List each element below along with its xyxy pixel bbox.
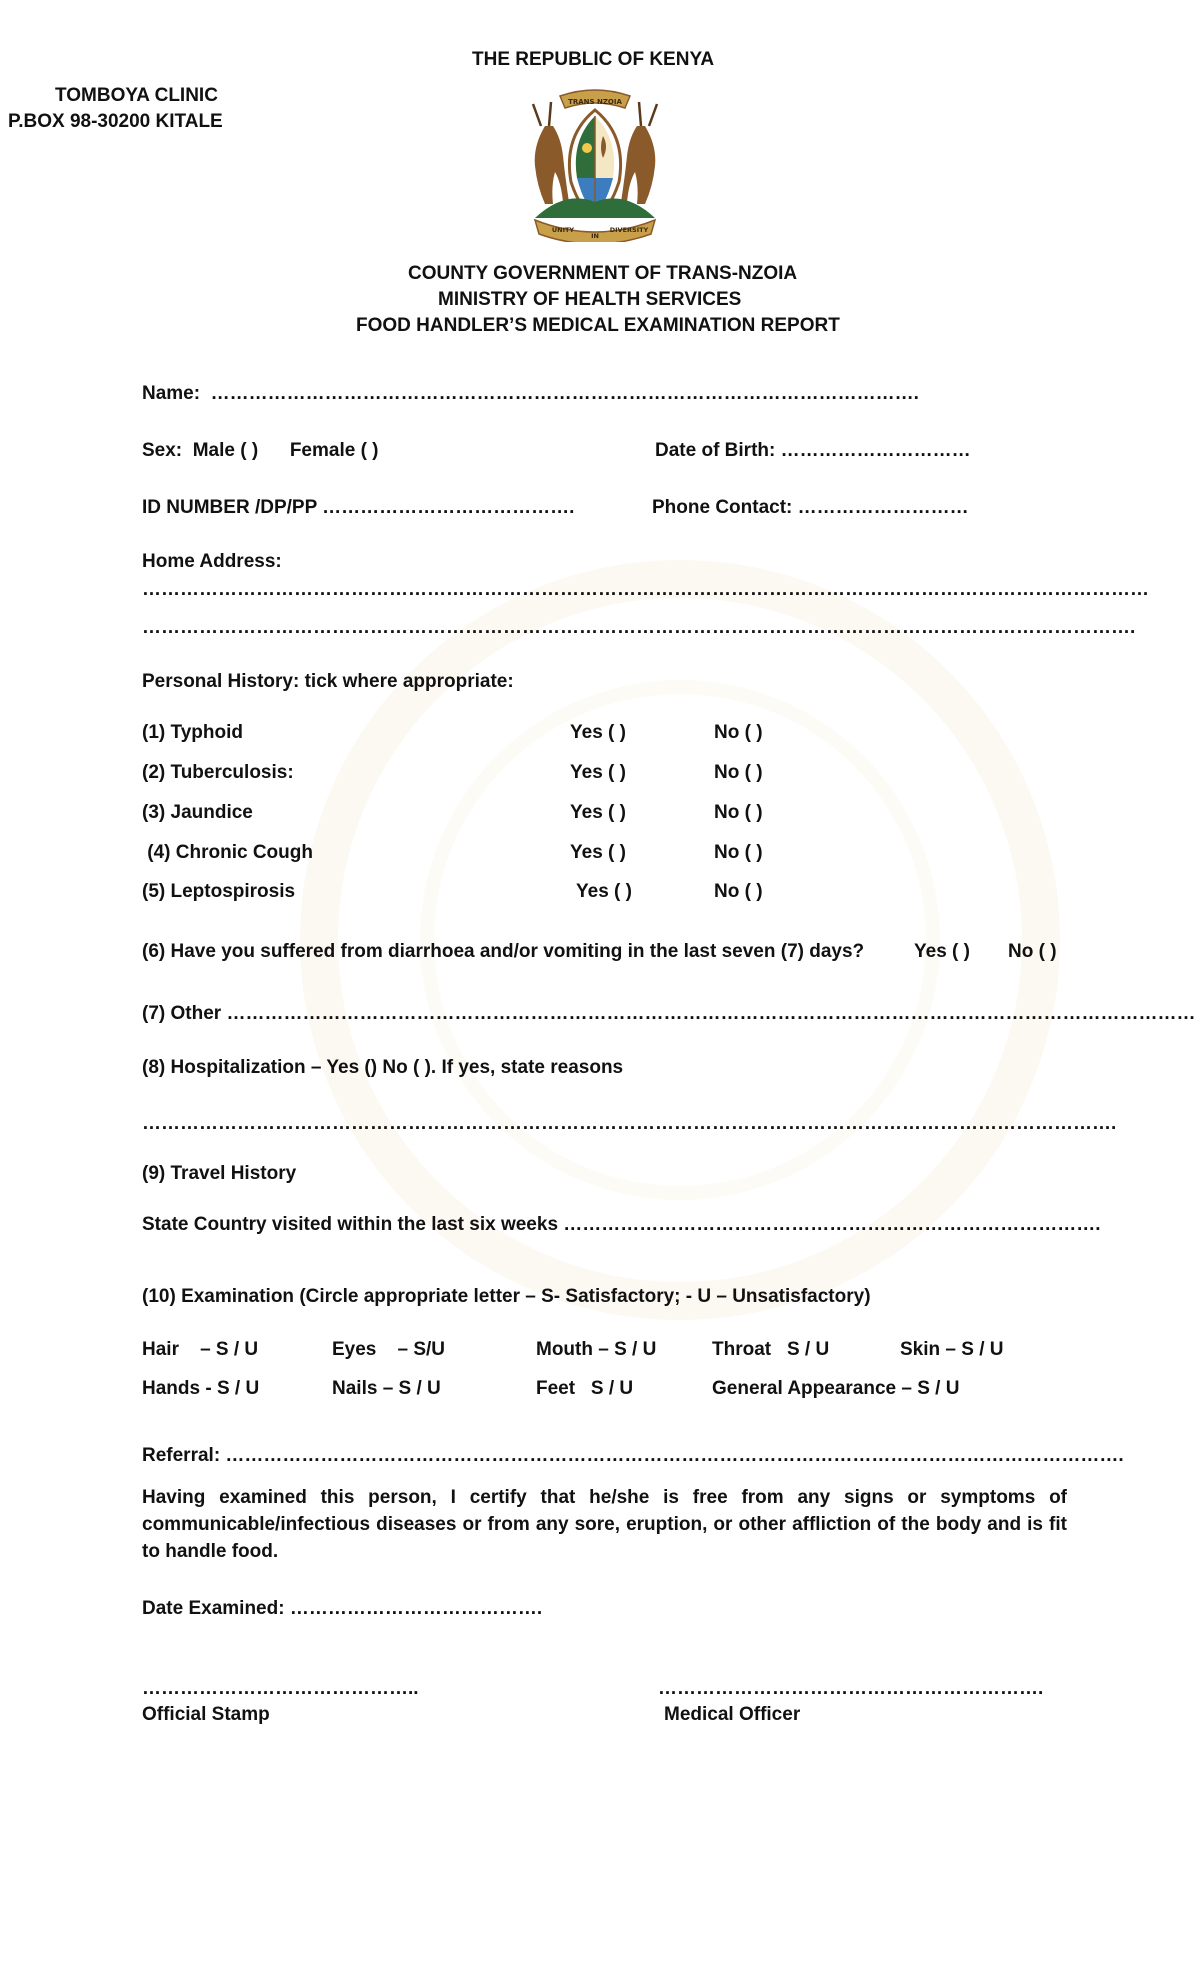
history-yes-option[interactable]: Yes ( ) <box>570 762 626 783</box>
history-item-label: (1) Typhoid <box>142 722 243 743</box>
svg-text:DIVERSITY: DIVERSITY <box>609 226 649 234</box>
exam-nails[interactable]: Nails – S / U <box>332 1378 441 1399</box>
country-visited-field[interactable]: State Country visited within the last six weeks …………………………………………………………………………. <box>142 1214 1101 1235</box>
official-stamp-label: Official Stamp <box>142 1704 270 1725</box>
coat-of-arms-icon <box>505 86 685 242</box>
history-yes-option[interactable]: Yes ( ) <box>570 802 626 823</box>
history-item-label: (2) Tuberculosis: <box>142 762 294 783</box>
hospitalization-question: (8) Hospitalization – Yes () No ( ). If yes, state reasons <box>142 1057 624 1078</box>
report-title: FOOD HANDLER’S MEDICAL EXAMINATION REPORT <box>356 315 840 336</box>
exam-throat[interactable]: Throat S / U <box>712 1339 830 1360</box>
date-examined-field[interactable]: Date Examined: …………………………………. <box>142 1598 543 1619</box>
clinic-address: P.BOX 98-30200 KITALE <box>8 111 223 132</box>
history-item-label: (4) Chronic Cough <box>142 842 313 863</box>
history-no-option[interactable]: No ( ) <box>714 722 763 743</box>
svg-text:IN: IN <box>591 232 599 240</box>
history-item-label: (3) Jaundice <box>142 802 253 823</box>
personal-history-heading: Personal History: tick where appropriate: <box>142 671 514 692</box>
other-field[interactable]: (7) Other ……………………………………………………………………………………………………………………………………… <box>142 1003 1196 1024</box>
diarrhoea-question: (6) Have you suffered from diarrhoea and/or vomiting in the last seven (7) days? <box>142 941 865 962</box>
history-no-option[interactable]: No ( ) <box>714 881 763 902</box>
exam-hands[interactable]: Hands - S / U <box>142 1378 260 1399</box>
official-stamp-line[interactable]: …………………………………….. <box>142 1678 419 1699</box>
name-field[interactable]: Name: …………………………………………………………………………………………………. <box>142 383 919 404</box>
hospitalization-reasons-field[interactable]: ………………………………………………………………………………………………………………………………………. <box>142 1113 1117 1134</box>
exam-general-appearance[interactable]: General Appearance – S / U <box>712 1378 960 1399</box>
exam-eyes[interactable]: Eyes – S/U <box>332 1339 446 1360</box>
certification-statement: Having examined this person, I certify that he/she is free from any signs or symptoms of communicable/infectious diseases or from any sore, eruption, or other affliction of the body and is fit to handle food. <box>142 1487 1067 1562</box>
travel-history-label: (9) Travel History <box>142 1163 297 1184</box>
exam-skin[interactable]: Skin – S / U <box>900 1339 1004 1360</box>
medical-officer-line[interactable]: ……………………………………………………. <box>658 1678 1044 1699</box>
svg-text:UNITY: UNITY <box>551 226 575 234</box>
republic-heading: THE REPUBLIC OF KENYA <box>472 49 715 70</box>
exam-mouth[interactable]: Mouth – S / U <box>536 1339 657 1360</box>
history-no-option[interactable]: No ( ) <box>714 842 763 863</box>
referral-field[interactable]: Referral: ……………………………………………………………………………………………………………………………. <box>142 1445 1124 1466</box>
sex-field[interactable]: Sex: Male ( ) Female ( ) <box>142 440 379 461</box>
diarrhoea-yes-option[interactable]: Yes ( ) <box>914 941 970 962</box>
history-no-option[interactable]: No ( ) <box>714 762 763 783</box>
exam-hair[interactable]: Hair – S / U <box>142 1339 259 1360</box>
clinic-name: TOMBOYA CLINIC <box>55 85 218 106</box>
medical-officer-label: Medical Officer <box>664 1704 801 1725</box>
address-line-2[interactable]: …………………………………………………………………………………………………………………………………………. <box>142 617 1136 638</box>
ministry-heading: MINISTRY OF HEALTH SERVICES <box>438 289 742 310</box>
svg-text:TRANS NZOIA: TRANS NZOIA <box>568 98 622 106</box>
history-no-option[interactable]: No ( ) <box>714 802 763 823</box>
examination-heading: (10) Examination (Circle appropriate letter – S- Satisfactory; - U – Unsatisfactory) <box>142 1286 871 1307</box>
history-item-label: (5) Leptospirosis <box>142 881 296 902</box>
exam-feet[interactable]: Feet S / U <box>536 1378 634 1399</box>
history-yes-option[interactable]: Yes ( ) <box>576 881 632 902</box>
home-address-label: Home Address: <box>142 551 282 572</box>
history-yes-option[interactable]: Yes ( ) <box>570 722 626 743</box>
county-heading: COUNTY GOVERNMENT OF TRANS-NZOIA <box>408 263 798 284</box>
id-number-field[interactable]: ID NUMBER /DP/PP …………………………………. <box>142 497 575 518</box>
history-yes-option[interactable]: Yes ( ) <box>570 842 626 863</box>
dob-field[interactable]: Date of Birth: ………………………… <box>655 440 971 461</box>
phone-field[interactable]: Phone Contact: ……………………… <box>652 497 969 518</box>
diarrhoea-no-option[interactable]: No ( ) <box>1008 941 1057 962</box>
address-line-1[interactable]: …………………………………………………………………………………………………………………………………………… <box>142 579 1149 600</box>
